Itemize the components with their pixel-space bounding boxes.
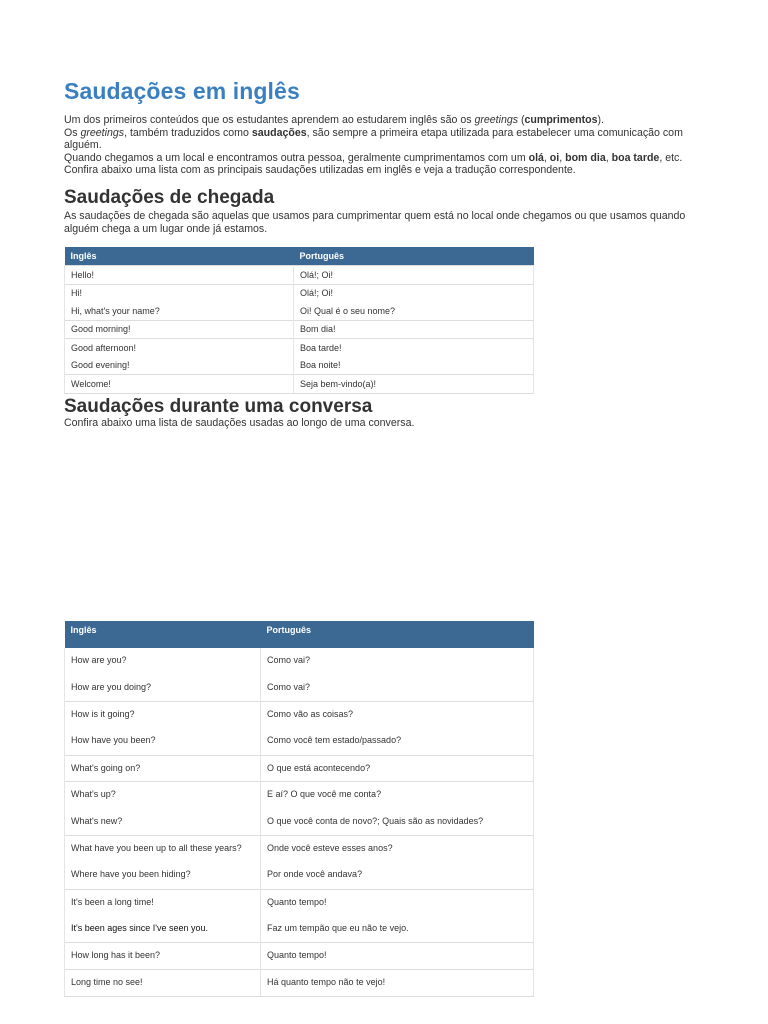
- table-row: [65, 284, 534, 302]
- cell-portuguese: Quanto tempo!: [261, 943, 534, 970]
- cell-english: Hi!: [65, 284, 294, 302]
- cell-portuguese: O que você conta de novo?; Quais são as novidades?: [261, 809, 534, 836]
- intro-p1-text-a: Um dos primeiros conteúdos que os estudantes aprendem ao estudarem inglês são os: [64, 114, 475, 126]
- table-row: [65, 320, 534, 339]
- cell-portuguese: Boa noite!: [294, 357, 534, 375]
- cell-portuguese: Há quanto tempo não te vejo!: [261, 970, 534, 997]
- table-header-row: [65, 621, 534, 648]
- intro-text: [64, 114, 714, 177]
- table-row: [65, 357, 534, 375]
- column-header-english: Inglês: [65, 621, 261, 648]
- intro-p3-strong-1: olá: [528, 151, 544, 164]
- intro-p2-text-b: , também traduzidos como: [124, 126, 252, 139]
- cell-english: Welcome!: [65, 375, 294, 394]
- cell-english: Good morning!: [65, 320, 294, 339]
- cell-english: What's new?: [65, 809, 261, 836]
- column-header-english: Inglês: [65, 247, 294, 266]
- cell-portuguese: Bom dia!: [294, 320, 534, 339]
- table-row: [65, 836, 534, 863]
- column-header-portuguese: Português: [261, 621, 534, 648]
- cell-english: Hello!: [65, 266, 294, 285]
- cell-english: Good afternoon!: [65, 339, 294, 357]
- intro-p2-text-a: Os: [64, 126, 81, 139]
- cell-portuguese: Como você tem estado/passado?: [261, 728, 534, 755]
- table-row: [65, 782, 534, 809]
- intro-p2-emphasis: greetings: [80, 126, 125, 139]
- column-header-portuguese: Português: [294, 247, 534, 266]
- section-heading-chegada: Saudações de chegada: [64, 187, 275, 208]
- table-row: [65, 728, 534, 755]
- intro-p1-text-b: (: [518, 114, 525, 126]
- cell-portuguese: O que está acontecendo?: [261, 755, 534, 782]
- cell-english: How is it going?: [65, 702, 261, 729]
- greetings-arrival-table: [64, 247, 534, 394]
- table-row: [65, 809, 534, 836]
- table-row: [65, 889, 534, 916]
- table-row: [65, 702, 534, 729]
- cell-english: Long time no see!: [65, 970, 261, 997]
- cell-portuguese: Olá!; Oi!: [294, 266, 534, 285]
- cell-portuguese: Onde você esteve esses anos?: [261, 836, 534, 863]
- intro-paragraph-1: [64, 114, 714, 127]
- table-row: [65, 862, 534, 889]
- cell-portuguese: Como vai?: [261, 675, 534, 702]
- table-header-row: [65, 247, 534, 266]
- cell-english: How have you been?: [65, 728, 261, 755]
- cell-portuguese: Como vai?: [261, 648, 534, 675]
- cell-portuguese: Como vão as coisas?: [261, 702, 534, 729]
- intro-p1-text-c: ).: [597, 114, 605, 126]
- cell-english: Good evening!: [65, 357, 294, 375]
- intro-p3-strong-2: oi: [549, 151, 560, 164]
- intro-p1-emphasis: greetings: [474, 114, 519, 126]
- intro-p3-strong-3: bom dia: [565, 151, 606, 164]
- intro-p2-strong: saudações: [251, 126, 307, 139]
- cell-portuguese: E aí? O que você me conta?: [261, 782, 534, 809]
- cell-english: How long has it been?: [65, 943, 261, 970]
- cell-english: What's going on?: [65, 755, 261, 782]
- table-row: [65, 648, 534, 675]
- intro-p2-text-c: , são sempre a primeira etapa utilizada para estabelecer uma comunicação com alguém.: [64, 126, 683, 152]
- intro-p3-text-b: , etc.: [659, 151, 683, 164]
- page-title: Saudações em inglês: [64, 78, 300, 104]
- cell-english: Where have you been hiding?: [65, 862, 261, 889]
- section-text-conversa: Confira abaixo uma lista de saudações usadas ao longo de uma conversa.: [64, 417, 415, 429]
- intro-p3-sep-2: ,: [559, 151, 566, 164]
- table-row: [65, 302, 534, 320]
- cell-english: It's been ages since I've seen you.: [65, 916, 261, 943]
- intro-paragraph-2: [64, 127, 714, 152]
- cell-english: What's up?: [65, 782, 261, 809]
- table-row: [65, 339, 534, 357]
- cell-english: What have you been up to all these years?: [65, 836, 261, 863]
- intro-paragraph-3: [64, 152, 714, 165]
- cell-english: It's been a long time!: [65, 889, 261, 916]
- cell-portuguese: Por onde você andava?: [261, 862, 534, 889]
- cell-english: Hi, what's your name?: [65, 302, 294, 320]
- cell-english: How are you?: [65, 648, 261, 675]
- greetings-conversation-table: [64, 621, 534, 997]
- section-heading-conversa: Saudações durante uma conversa: [64, 396, 373, 417]
- section-text-chegada: As saudações de chegada são aquelas que usamos para cumprimentar quem está no local onde chegamos ou que usamos quando alguém chega a um lugar onde já estamos.: [64, 210, 686, 235]
- cell-portuguese: Oi! Qual é o seu nome?: [294, 302, 534, 320]
- intro-p3-text-a: Quando chegamos a um local e encontramos outra pessoa, geralmente cumprimentamos com um: [64, 151, 529, 164]
- table-row: [65, 675, 534, 702]
- cell-english: How are you doing?: [65, 675, 261, 702]
- cell-portuguese: Olá!; Oi!: [294, 284, 534, 302]
- table-row: [65, 755, 534, 782]
- table-row: [65, 375, 534, 394]
- cell-portuguese: Quanto tempo!: [261, 889, 534, 916]
- cell-portuguese: Boa tarde!: [294, 339, 534, 357]
- table-row: [65, 970, 534, 997]
- table-row: [65, 916, 534, 943]
- intro-p3-sep-1: ,: [543, 151, 550, 164]
- table-row: [65, 943, 534, 970]
- intro-p3-strong-4: boa tarde: [611, 151, 660, 164]
- table-row: [65, 266, 534, 285]
- cell-portuguese: Seja bem-vindo(a)!: [294, 375, 534, 394]
- intro-p1-strong: cumprimentos: [524, 114, 598, 126]
- intro-paragraph-4: Confira abaixo uma lista com as principais saudações utilizadas em inglês e veja a tradução correspondente.: [64, 164, 576, 177]
- cell-portuguese: Faz um tempão que eu não te vejo.: [261, 916, 534, 943]
- intro-p3-sep-3: ,: [605, 151, 612, 164]
